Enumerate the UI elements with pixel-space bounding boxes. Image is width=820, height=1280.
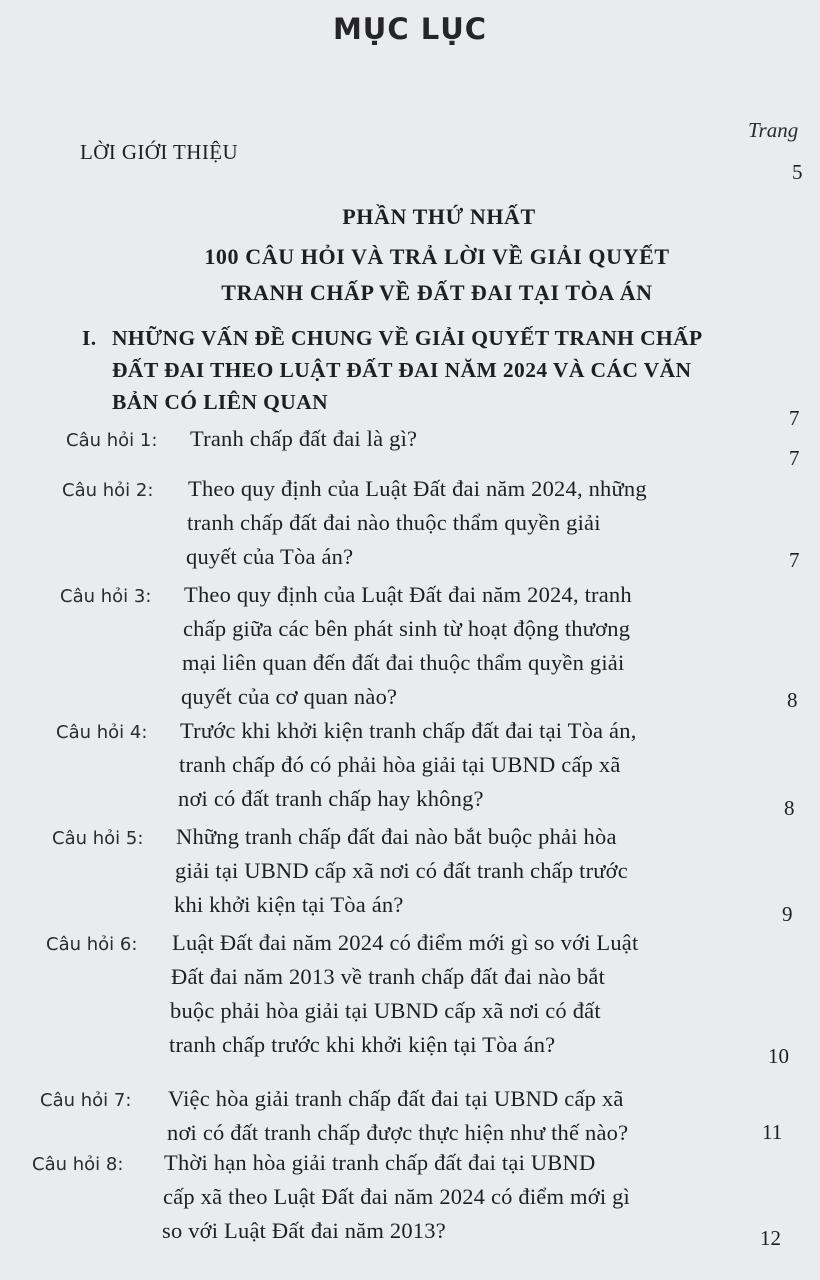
question-label: Câu hỏi 6: [46,934,138,955]
section-title-line-3: BẢN CÓ LIÊN QUAN [112,390,329,414]
question-text-line: so với Luật Đất đai năm 2013? [162,1218,446,1243]
part-name: PHẦN THỨ NHẤT [342,204,536,229]
question-label: Câu hỏi 2: [62,480,154,501]
question-page-number: 7 [789,548,800,572]
part-title-line-2: TRANH CHẤP VỀ ĐẤT ĐAI TẠI TÒA ÁN [221,280,653,305]
question-label: Câu hỏi 8: [32,1154,124,1175]
section-page: 7 [789,406,800,430]
part-title-line-1: 100 CÂU HỎI VÀ TRẢ LỜI VỀ GIẢI QUYẾT [204,244,670,269]
question-text-line: Luật Đất đai năm 2024 có điểm mới gì so với Luật [172,930,639,955]
question-text-line: nơi có đất tranh chấp được thực hiện như thế nào? [167,1120,629,1145]
question-text-line: nơi có đất tranh chấp hay không? [178,786,484,811]
question-text-line: Thời hạn hòa giải tranh chấp đất đai tại UBND [164,1150,596,1175]
question-text-line: Trước khi khởi kiện tranh chấp đất đai tại Tòa án, [180,718,637,743]
section-title-line-1: NHỮNG VẤN ĐỀ CHUNG VỀ GIẢI QUYẾT TRANH CHẤP [112,326,703,350]
question-page-number: 8 [787,688,798,712]
page-column-header: Trang [748,118,799,142]
question-label: Câu hỏi 3: [60,586,152,607]
question-page-number: 7 [789,446,800,470]
question-page-number: 10 [768,1044,789,1068]
question-label: Câu hỏi 4: [56,722,148,743]
question-text-line: Đất đai năm 2013 về tranh chấp đất đai nào bắt [171,964,606,989]
question-text-line: Việc hòa giải tranh chấp đất đai tại UBND cấp xã [168,1086,624,1111]
question-text-line: giải tại UBND cấp xã nơi có đất tranh chấp trước [175,858,628,883]
toc-entry-intro-page: 5 [792,160,803,184]
question-page-number: 9 [782,902,793,926]
toc-entry-intro: LỜI GIỚI THIỆU [80,140,239,164]
question-text-line: tranh chấp đó có phải hòa giải tại UBND cấp xã [179,752,621,777]
question-label: Câu hỏi 1: [66,430,158,451]
question-text-line: Những tranh chấp đất đai nào bắt buộc phải hòa [176,824,617,849]
question-page-number: 8 [784,796,795,820]
question-page-number: 11 [762,1120,783,1144]
question-text-line: khi khởi kiện tại Tòa án? [174,892,404,917]
section-number: I. [82,326,97,350]
question-text-line: Tranh chấp đất đai là gì? [190,426,418,451]
question-text-line: chấp giữa các bên phát sinh từ hoạt động thương [183,616,631,641]
question-text-line: cấp xã theo Luật Đất đai năm 2024 có điểm mới gì [163,1184,630,1209]
question-text-line: buộc phải hòa giải tại UBND cấp xã nơi có đất [170,998,601,1023]
question-page-number: 12 [760,1226,781,1250]
question-text-line: tranh chấp trước khi khởi kiện tại Tòa án? [169,1032,556,1057]
question-text-line: mại liên quan đến đất đai thuộc thẩm quyền giải [182,650,625,675]
question-text-line: quyết của cơ quan nào? [181,684,398,709]
page-title: MỤC LỤC [332,12,488,46]
question-text-line: Theo quy định của Luật Đất đai năm 2024, tranh [184,582,632,607]
section-title-line-2: ĐẤT ĐAI THEO LUẬT ĐẤT ĐAI NĂM 2024 VÀ CÁC VĂN [112,358,692,382]
question-label: Câu hỏi 5: [52,828,144,849]
question-text-line: Theo quy định của Luật Đất đai năm 2024, những [188,476,647,501]
question-text-line: tranh chấp đất đai nào thuộc thẩm quyền giải [187,510,601,535]
question-label: Câu hỏi 7: [40,1090,132,1111]
question-text-line: quyết của Tòa án? [186,544,354,569]
